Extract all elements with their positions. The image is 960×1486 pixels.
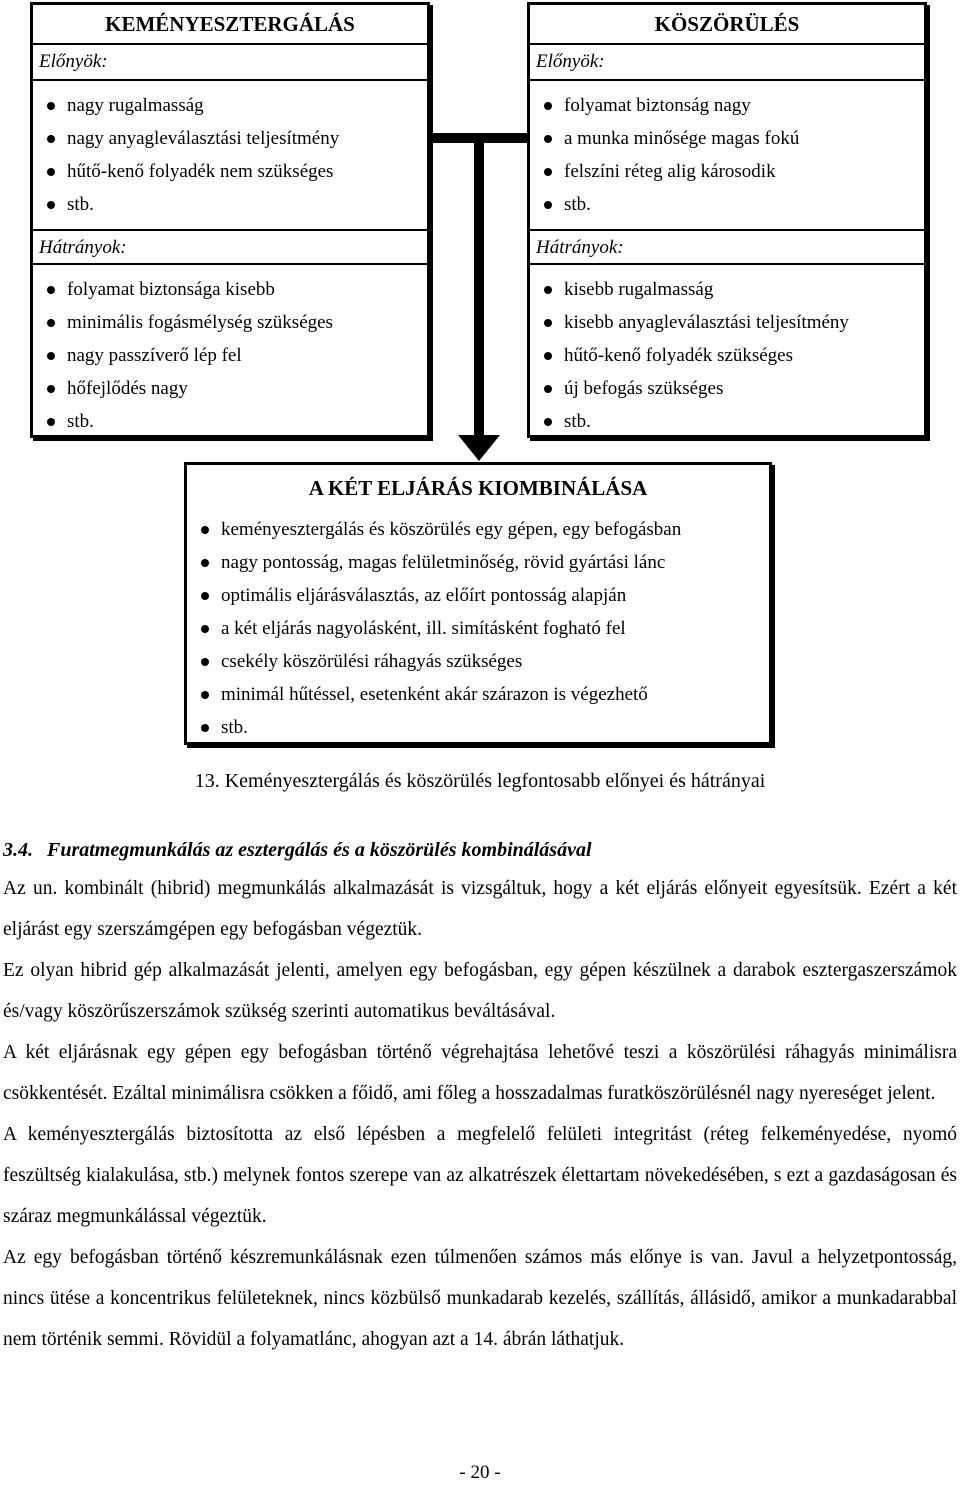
list-item: optimális eljárásválasztás, az előírt pontosság alapján (187, 579, 769, 612)
hard-turning-title: KEMÉNYESZTERGÁLÁS (33, 5, 427, 45)
grinding-box (527, 2, 927, 438)
list-item: nagy pontosság, magas felületminőség, rövid gyártási lánc (187, 546, 769, 579)
list-item: stb. (530, 405, 924, 438)
section-title: Furatmegmunkálás az esztergálás és a köszörülés kombinálásával (47, 839, 592, 861)
list-item: stb. (187, 711, 769, 744)
list-item: keményesztergálás és köszörülés egy gépen, egy befogásban (187, 513, 769, 546)
combination-box (184, 462, 772, 745)
list-item: felszíni réteg alig károsodik (530, 155, 924, 188)
hard-turning-advantages-label: Előnyök: (33, 45, 427, 81)
hard-turning-disadvantages-label: Hátrányok: (33, 229, 427, 265)
list-item: hűtő-kenő folyadék nem szükséges (33, 155, 427, 188)
list-item: folyamat biztonság nagy (530, 89, 924, 122)
list-item: minimál hűtéssel, esetenként akár szárazon is végezhető (187, 678, 769, 711)
arrow-down-icon (458, 435, 500, 461)
list-item: nagy anyagleválasztási teljesítmény (33, 122, 427, 155)
body-text (3, 868, 957, 1360)
list-item: csekély köszörülési ráhagyás szükséges (187, 645, 769, 678)
list-item: a két eljárás nagyolásként, ill. simításként fogható fel (187, 612, 769, 645)
hard-turning-disadvantages-list (33, 265, 427, 446)
list-item: minimális fogásmélység szükséges (33, 306, 427, 339)
paragraph: Az un. kombinált (hibrid) megmunkálás alkalmazását is vizsgáltuk, hogy a két eljárás előnyeit egyesítsük. Ezért a két eljárást egy szerszámgépen egy befogásban végeztük. (3, 878, 957, 940)
list-item: hőfejlődés nagy (33, 372, 427, 405)
paragraph: A keményesztergálás biztosította az első lépésben a megfelelő felületi integritást (réteg felkeményedése, nyomó feszültség kialakulása, stb.) melynek fontos szerepe van az alkatrészek élettartam növekedésében, s ezt a gazdaságosan és száraz megmunkálással végeztük. (3, 1124, 957, 1227)
list-item: stb. (33, 188, 427, 221)
combination-title: A KÉT ELJÁRÁS KIOMBINÁLÁSA (308, 476, 648, 500)
grinding-title: KÖSZÖRÜLÉS (530, 5, 924, 45)
list-item: kisebb rugalmasság (530, 273, 924, 306)
section-heading (3, 836, 592, 864)
grinding-advantages-label: Előnyök: (530, 45, 924, 81)
list-item: kisebb anyagleválasztási teljesítmény (530, 306, 924, 339)
list-item: hűtő-kenő folyadék szükséges (530, 339, 924, 372)
list-item: stb. (530, 188, 924, 221)
grinding-disadvantages-list (530, 265, 924, 446)
list-item: folyamat biztonsága kisebb (33, 273, 427, 306)
list-item: új befogás szükséges (530, 372, 924, 405)
paragraph: Az egy befogásban történő készremunkálásnak ezen túlmenően számos más előnye is van. Javul a helyzetpontosság, nincs ütése a koncentrikus felületeknek, nincs közbülső munkadarab kezelés, szállítás, állásidő, amikor a munkadarabbal nem történik semmi. Rövidül a folyamatlánc, ahogyan azt a 14. ábrán láthatjuk. (3, 1247, 957, 1350)
figure-caption: 13. Keményesztergálás és köszörülés legfontosabb előnyei és hátrányai (194, 770, 766, 792)
grinding-advantages-list (530, 81, 924, 229)
list-item: a munka minősége magas fokú (530, 122, 924, 155)
list-item: nagy passzíverő lép fel (33, 339, 427, 372)
page-number: - 20 - (459, 1462, 501, 1483)
paragraph: Ez olyan hibrid gép alkalmazását jelenti, amelyen egy befogásban, egy gépen készülnek a darabok esztergaszerszámok és/vagy köszörűszerszámok szükség szerinti automatikus beváltásával. (3, 960, 957, 1022)
hard-turning-box (30, 2, 430, 438)
grinding-disadvantages-label: Hátrányok: (530, 229, 924, 265)
list-item: nagy rugalmasság (33, 89, 427, 122)
combination-list (187, 511, 769, 752)
list-item: stb. (33, 405, 427, 438)
paragraph: A két eljárásnak egy gépen egy befogásban történő végrehajtása lehetővé teszi a köszörülési ráhagyás minimálisra csökkentését. Ezáltal minimálisra csökken a főidő, ami főleg a hosszadalmas furatköszörülésnél nagy nyereséget jelent. (3, 1042, 957, 1104)
section-number: 3.4. (3, 839, 33, 861)
hard-turning-advantages-list (33, 81, 427, 229)
connector-vertical (474, 138, 484, 438)
